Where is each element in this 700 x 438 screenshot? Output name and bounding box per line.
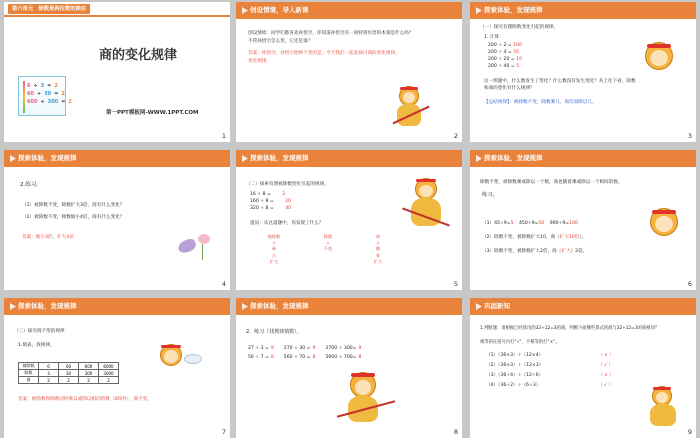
judgement-item: （1）（36×3）÷（12×4） bbox=[486, 353, 544, 358]
answer: 8 bbox=[358, 355, 362, 360]
equation: 900÷9= bbox=[549, 221, 570, 226]
slide-2-thumbnail[interactable] bbox=[236, 2, 462, 142]
equation: 16 ÷ 8 = bbox=[250, 192, 271, 197]
answer-text: 答案：被除数和除数同时乘以或除以相同的数（0除外），商不变。 bbox=[18, 397, 152, 402]
equation: 450÷9= bbox=[518, 221, 539, 226]
question-text: （3）除数不变，被除数扩大2倍，商（ bbox=[482, 249, 562, 254]
slide-header bbox=[470, 2, 696, 19]
slide-heading: 探索体验，发现规律 bbox=[476, 2, 543, 19]
answer: 9 bbox=[312, 346, 316, 351]
slide-9-thumbnail[interactable] bbox=[470, 298, 696, 438]
judgement-item: （3）（36÷4）÷（12÷6） bbox=[486, 373, 544, 378]
equation-part: 60 bbox=[27, 91, 34, 97]
equation-part: 2 bbox=[54, 83, 58, 89]
monkey-king-illustration bbox=[336, 372, 396, 428]
answer: 8 bbox=[270, 355, 274, 360]
answer: 100 bbox=[569, 221, 578, 226]
answer-text: 变化规律。 bbox=[248, 59, 271, 64]
calc-rows bbox=[250, 191, 291, 212]
table-cell: 6 bbox=[39, 363, 59, 370]
slide-number: 6 bbox=[687, 280, 692, 288]
slide-number: 7 bbox=[221, 428, 226, 436]
equation-part: = bbox=[61, 99, 66, 105]
table-cell: 2 bbox=[79, 377, 99, 384]
answer: 扩大 bbox=[561, 249, 571, 254]
table-cell: 60 bbox=[59, 363, 79, 370]
table-cell: 300 bbox=[79, 370, 99, 377]
answer-bracket: （ × ） bbox=[598, 353, 614, 358]
column-item: 被除数 bbox=[267, 234, 281, 239]
quotient-column bbox=[368, 234, 388, 265]
equation-part: 300 bbox=[47, 99, 59, 105]
section-title: （一）探究有理除数变化引起的规律。 bbox=[480, 25, 559, 30]
answer: 10 bbox=[514, 57, 523, 62]
equation-row bbox=[250, 198, 291, 205]
slide-3-thumbnail[interactable] bbox=[470, 2, 696, 142]
slide-header bbox=[4, 150, 230, 167]
slide-heading: 探索体验，发现规律 bbox=[10, 298, 77, 315]
equation-row bbox=[27, 99, 75, 107]
section-title: （二）探索有理被除数变化引起的规律。 bbox=[246, 182, 329, 187]
table-row bbox=[19, 363, 119, 370]
monkey-face-illustration bbox=[645, 42, 675, 72]
slide-1-thumbnail[interactable] bbox=[4, 2, 230, 142]
equation: 200 ÷ 2 = bbox=[488, 43, 512, 48]
exercise-title: 练习。 bbox=[482, 192, 498, 198]
answer: 100 bbox=[511, 43, 523, 48]
monkey-on-cloud-illustration bbox=[154, 340, 206, 380]
slide-number: 1 bbox=[221, 132, 226, 140]
equation-row bbox=[486, 352, 614, 362]
answer: 扩大10倍 bbox=[559, 235, 580, 240]
column-item: ↓ bbox=[326, 240, 330, 246]
column-item: 扩大 bbox=[269, 258, 279, 264]
judgement-rows bbox=[486, 352, 614, 392]
table-cell: 除数 bbox=[19, 370, 39, 377]
equation-row bbox=[27, 83, 75, 91]
answer-text: 答案：孙悟空。孙悟空始终不变的是，今天我们一起来探讨商的变化规律。 bbox=[248, 51, 400, 56]
slide-8-thumbnail[interactable] bbox=[236, 298, 462, 438]
exercise-title: 2．练习（找规律填数）。 bbox=[246, 329, 302, 335]
equation: 160 ÷ 8 = bbox=[250, 199, 274, 204]
slide-6-thumbnail[interactable] bbox=[470, 150, 696, 290]
divisor-column bbox=[318, 234, 338, 253]
answer: 8 bbox=[312, 355, 316, 360]
slide-header bbox=[236, 298, 462, 315]
answer: 9 bbox=[270, 346, 274, 351]
slide-title: 商的变化规律 bbox=[99, 48, 178, 63]
equation-part: 2 bbox=[68, 99, 72, 105]
slide-heading: 创设情境，导入新课 bbox=[242, 2, 309, 19]
slide-heading: 探索体验，发现规律 bbox=[10, 150, 77, 167]
step-label: 1.填表，找规律。 bbox=[18, 343, 55, 348]
question-text: 和商的变化有什么规律？ bbox=[484, 86, 535, 91]
equation-row bbox=[488, 49, 522, 56]
table-cell: 商 bbox=[19, 377, 39, 384]
slide-header bbox=[470, 150, 696, 167]
equation-row bbox=[248, 345, 371, 352]
equation-row bbox=[486, 382, 614, 392]
paragraph: 不管孙悟空怎么变，它还是谁？ bbox=[248, 39, 313, 44]
column-item: 扩大 bbox=[373, 258, 383, 264]
calc-rows bbox=[488, 42, 522, 70]
column-item: 商 bbox=[375, 234, 381, 239]
table-row bbox=[19, 370, 119, 377]
equation: 56 ÷ 7 = bbox=[248, 355, 269, 360]
equation: 2700 ÷ 300= bbox=[325, 346, 357, 351]
slide-number: 9 bbox=[687, 428, 692, 436]
table-cell: 2 bbox=[99, 377, 119, 384]
slide-1-rule bbox=[4, 15, 230, 17]
equation-row bbox=[488, 42, 522, 49]
section-title: （三）探究商不变的规律 bbox=[14, 329, 65, 334]
slide-heading: 探索体验，发现规律 bbox=[476, 150, 543, 167]
answer: 5 bbox=[510, 221, 514, 226]
answer: 20 bbox=[283, 199, 292, 204]
paragraph: 创设情境：同学们都喜欢孙悟空，你知道孙悟空有一项特别厉害的本领是什么吗？ bbox=[248, 31, 414, 36]
answer: 50 bbox=[538, 221, 545, 226]
column-item: 不变 bbox=[323, 246, 333, 252]
exercise-title: 2.练习。 bbox=[20, 182, 42, 188]
column-item: ↓ bbox=[376, 240, 380, 246]
question-text: 相等的在括号内打“√”，不相等的打“×”。 bbox=[480, 340, 560, 345]
equation-row bbox=[250, 205, 291, 212]
slide-heading: 探索体验，发现规律 bbox=[242, 298, 309, 315]
table-cell: 30 bbox=[59, 370, 79, 377]
dividend-column bbox=[264, 234, 284, 265]
slide-1-top bbox=[4, 2, 230, 15]
table-cell: 2 bbox=[59, 377, 79, 384]
equation-card bbox=[18, 76, 72, 116]
rule-text: 除数不变，被除数乘或除以一个数，商也随着乘或除以一个相同的数。 bbox=[480, 180, 623, 185]
monkey-king-illustration bbox=[401, 176, 451, 236]
question-text: （1）被除数不变，除数扩大3倍，商有什么变化？ bbox=[22, 203, 125, 208]
equation-row bbox=[486, 372, 614, 382]
slide-heading: 巩固新知 bbox=[476, 298, 510, 315]
table-cell: 600 bbox=[79, 363, 99, 370]
question-text: （2）除数不变，被除数扩大10，商（ bbox=[482, 235, 560, 240]
answer: 40 bbox=[283, 206, 292, 211]
equation-part: = bbox=[54, 91, 59, 97]
quotient-table bbox=[18, 362, 119, 384]
equation: 200 ÷ 20 = bbox=[488, 57, 515, 62]
equation-row bbox=[250, 191, 291, 198]
equation-row bbox=[488, 56, 522, 63]
site-text: 第一PPT模板网-WWW.1PPT.COM bbox=[106, 110, 199, 116]
equation-row bbox=[248, 354, 371, 361]
equation-part: = bbox=[47, 83, 52, 89]
answer: 5 bbox=[514, 64, 520, 69]
table-cell: 3 bbox=[39, 370, 59, 377]
question-text: ）2倍。 bbox=[570, 249, 588, 254]
equation: 560 ÷ 70 = bbox=[283, 355, 311, 360]
judgement-item: （2）（36×3）÷（12×3） bbox=[486, 363, 544, 368]
question-text: 这一组题中，什么数发生了变化？什么数没有发生变化？从上往下看，除数 bbox=[484, 79, 636, 84]
table-cell: 6000 bbox=[99, 363, 119, 370]
step-label: 1. 计算： bbox=[484, 35, 504, 40]
butterfly-flower-illustration bbox=[174, 232, 214, 262]
slide-number: 5 bbox=[453, 280, 458, 288]
answer-bracket: （ × ） bbox=[598, 373, 614, 378]
equation: 270 ÷ 30 = bbox=[283, 346, 311, 351]
equation-part: ÷ bbox=[40, 99, 45, 105]
judgement-item: （4）（36÷2）÷（6÷3） bbox=[486, 383, 541, 388]
answer: 2 bbox=[280, 192, 286, 197]
equation: 27 ÷ 3 = bbox=[248, 346, 269, 351]
table-row bbox=[19, 377, 119, 384]
equation: 320 ÷ 8 = bbox=[250, 206, 274, 211]
equation-row bbox=[486, 362, 614, 372]
slide-header bbox=[236, 2, 462, 19]
answer-bracket: （ √ ） bbox=[598, 363, 614, 368]
question-text: （2）被除数不变，除数缩小4倍，商有什么变化？ bbox=[22, 215, 125, 220]
equation-row bbox=[488, 63, 522, 70]
column-item: 随 bbox=[375, 246, 381, 252]
slide-7-thumbnail[interactable] bbox=[4, 298, 230, 438]
equation-part: ÷ bbox=[33, 83, 38, 89]
slide-number: 4 bbox=[221, 280, 226, 288]
slide-number: 8 bbox=[453, 428, 458, 436]
column-item: ↓ bbox=[272, 240, 276, 246]
equation-part: 600 bbox=[27, 99, 38, 105]
answer-text: 答案：缩小3倍，扩大4倍 bbox=[22, 235, 74, 240]
slide-header bbox=[236, 150, 462, 167]
equation-part: 2 bbox=[61, 91, 65, 97]
equation-part: 6 bbox=[27, 83, 31, 89]
monkey-face-illustration bbox=[650, 208, 680, 240]
slide-heading: 探索体验，发现规律 bbox=[242, 150, 309, 167]
equation: 200 ÷ 40 = bbox=[488, 64, 515, 69]
equation: （1）45÷9= bbox=[482, 221, 511, 226]
column-item: 乘 bbox=[271, 246, 277, 252]
equation-part: 3 bbox=[40, 83, 45, 89]
slide-header bbox=[470, 298, 696, 315]
equation: 5600 ÷ 700= bbox=[325, 355, 357, 360]
equation-part: ÷ bbox=[36, 91, 42, 97]
question-text: ）。 bbox=[579, 235, 587, 240]
column-item: 着 bbox=[375, 252, 381, 258]
equation-part: 30 bbox=[44, 91, 52, 97]
question-text: 1.判断题：请根据已经算出的32÷12=3的商，判断下面哪些算式的商与32÷12=3的商相同？ bbox=[480, 326, 660, 331]
table-cell: 被除数 bbox=[19, 363, 39, 370]
monkey-king-illustration bbox=[642, 384, 686, 432]
answer: 50 bbox=[511, 50, 520, 55]
monkey-king-illustration bbox=[391, 84, 431, 134]
rule-summary: 【总结规律】：被除数不变，除数乘几，商反而除以几。 bbox=[484, 100, 597, 105]
table-cell: 2 bbox=[39, 377, 59, 384]
equation: 200 ÷ 4 = bbox=[488, 50, 512, 55]
slide-5-thumbnail[interactable] bbox=[236, 150, 462, 290]
answer-bracket: （ √ ） bbox=[598, 383, 614, 388]
slide-number: 2 bbox=[453, 132, 458, 140]
question-text: 提问：从这道题中，你发现了什么？ bbox=[250, 221, 324, 226]
answer: 9 bbox=[358, 346, 362, 351]
column-item: 除数 bbox=[323, 234, 333, 239]
slide-header bbox=[4, 298, 230, 315]
slide-number: 3 bbox=[687, 132, 692, 140]
column-item: 几 bbox=[271, 252, 277, 258]
table-cell: 3000 bbox=[99, 370, 119, 377]
unit-tag: 第六单元 除数是两位数的除法 bbox=[8, 4, 90, 14]
slide-4-thumbnail[interactable] bbox=[4, 150, 230, 290]
equation-row bbox=[27, 91, 75, 99]
